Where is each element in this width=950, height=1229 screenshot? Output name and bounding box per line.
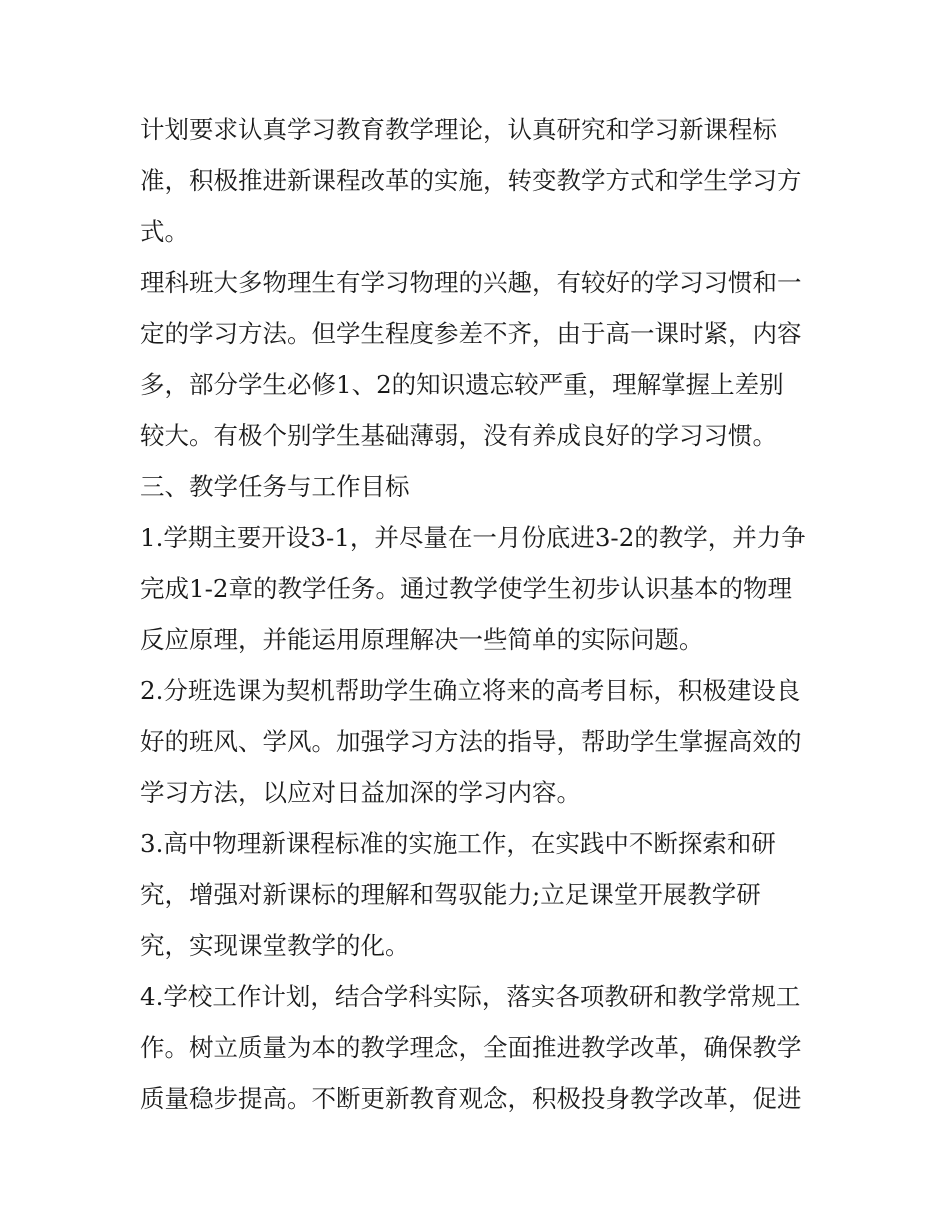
text-line: 准，积极推进新课程改革的实施，转变教学方式和学生学习方 <box>140 166 802 195</box>
text-line: 多，部分学生必修1、2的知识遗忘较严重，理解掌握上差别 <box>140 370 784 399</box>
text-line: 究，增强对新课标的理解和驾驭能力;立足课堂开展教学研 <box>140 880 761 909</box>
paragraph-student-situation <box>140 257 840 461</box>
heading-text: 三、教学任务与工作目标 <box>140 472 410 501</box>
text-line: 质量稳步提高。不断更新教育观念，积极投身教学改革，促进 <box>140 1084 802 1113</box>
list-item-2 <box>140 665 840 818</box>
text-line: 式。 <box>140 217 189 246</box>
section-heading <box>140 461 840 512</box>
text-line: 学习方法，以应对日益加深的学习内容。 <box>140 778 581 807</box>
text-line: 1.学期主要开设3-1，并尽量在一月份底进3-2的教学，并力争 <box>140 523 806 552</box>
text-line: 3.高中物理新课程标准的实施工作，在实践中不断探索和研 <box>140 829 776 858</box>
list-item-3 <box>140 818 840 971</box>
text-line: 作。树立质量为本的教学理念，全面推进教学改革，确保教学 <box>140 1033 802 1062</box>
text-line: 完成1-2章的教学任务。通过教学使学生初步认识基本的物理 <box>140 574 792 603</box>
text-line: 好的班风、学风。加强学习方法的指导，帮助学生掌握高效的 <box>140 727 802 756</box>
text-line: 理科班大多物理生有学习物理的兴趣，有较好的学习习惯和一 <box>140 268 802 297</box>
text-line: 反应原理，并能运用原理解决一些简单的实际问题。 <box>140 625 704 654</box>
document-body <box>140 104 840 1124</box>
text-line: 较大。有极个别学生基础薄弱，没有养成良好的学习习惯。 <box>140 421 777 450</box>
text-line: 定的学习方法。但学生程度参差不齐，由于高一课时紧，内容 <box>140 319 802 348</box>
text-line: 计划要求认真学习教育教学理论，认真研究和学习新课程标 <box>140 115 777 144</box>
text-line: 2.分班选课为契机帮助学生确立将来的高考目标，积极建设良 <box>140 676 801 705</box>
text-line: 4.学校工作计划，结合学科实际，落实各项教研和教学常规工 <box>140 982 801 1011</box>
paragraph-intro <box>140 104 840 257</box>
text-line: 究，实现课堂教学的化。 <box>140 931 410 960</box>
list-item-1 <box>140 512 840 665</box>
list-item-4 <box>140 971 840 1124</box>
